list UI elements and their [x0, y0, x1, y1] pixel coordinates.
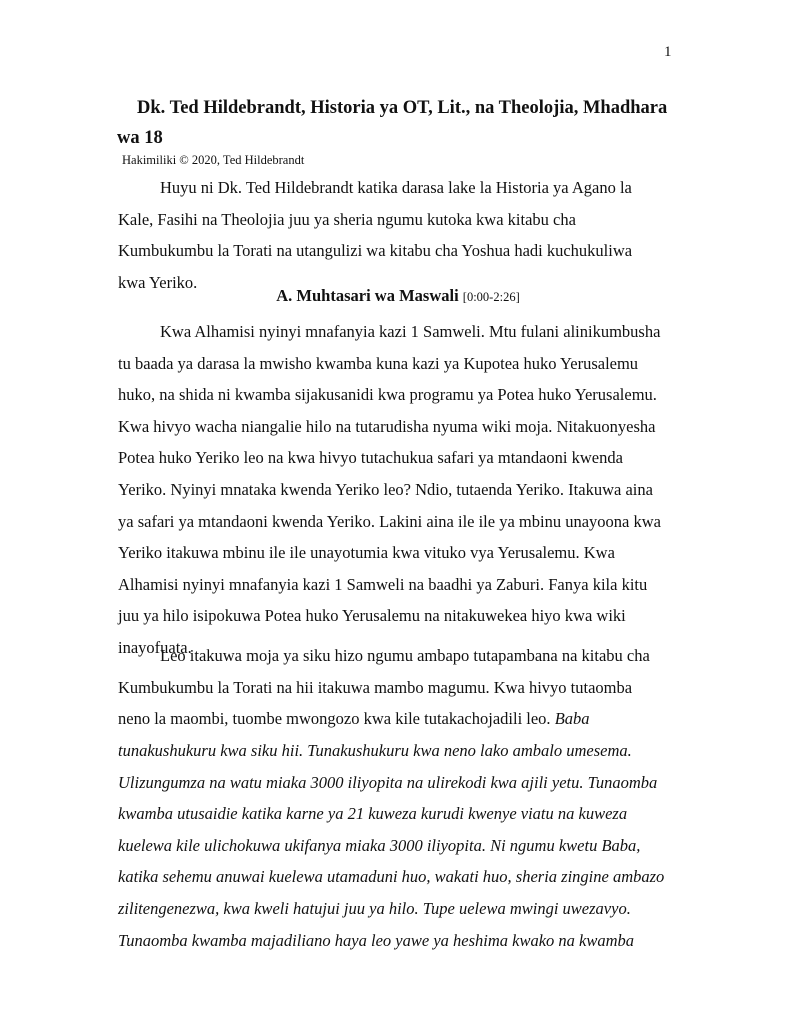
intro-line: Kumbukumbu la Torati na utangulizi wa kitabu cha Yoshua hadi kuchukuliwa	[118, 241, 633, 261]
title-line-1: Dk. Ted Hildebrandt, Historia ya OT, Lit., na Theolojia, Mhadhara	[137, 98, 668, 118]
paragraph-line: ya safari ya mtandaoni kwenda Yeriko. Lakini aina ile ile ya mbinu unayoona kwa	[118, 511, 661, 531]
paragraph-line: Leo itakuwa moja ya siku hizo ngumu ambapo tutapambana na kitabu cha	[160, 646, 650, 665]
paragraph-line: inayofuata.	[118, 637, 192, 657]
prayer-text	[118, 735, 678, 956]
paragraph-line: Kumbukumbu la Torati na hii itakuwa mambo magumu. Kwa hivyo tutaomba	[118, 677, 633, 697]
prayer-line: Tunaomba kwamba majadiliano haya leo yawe ya heshima kwako na kwamba	[118, 930, 635, 950]
paragraph-text: neno la maombi, tuombe mwongozo kwa kile tutakachojadili leo.	[118, 709, 551, 729]
title-line-2: wa 18	[117, 128, 163, 148]
copyright-notice: Hakimiliki © 2020, Ted Hildebrandt	[122, 153, 305, 167]
paragraph-line: Kwa Alhamisi nyinyi mnafanyia kazi 1 Samweli. Mtu fulani alinikumbusha	[160, 322, 661, 341]
paragraph-line: Yeriko. Nyinyi mnataka kwenda Yeriko leo? Ndio, tutaenda Yeriko. Itakuwa aina	[118, 479, 653, 499]
paragraph-line: huko, na shida ni kwamba sijakusanidi kwa programu ya Potea huko Yerusalemu.	[118, 385, 657, 405]
prayer-start: Baba	[554, 709, 590, 729]
prayer-line: tunakushukuru kwa siku hii. Tunakushukuru kwa neno lako ambalo umesema.	[118, 741, 632, 760]
paragraph-line: juu ya hilo isipokuwa Potea huko Yerusalemu na nitakuwekea hiyo kwa wiki	[118, 606, 626, 626]
section-timestamp: [0:00-2:26]	[462, 290, 520, 304]
section-heading-text: A. Muhtasari wa Maswali	[276, 286, 459, 305]
intro-line: Kale, Fasihi na Theolojia juu ya sheria ngumu kutoka kwa kitabu cha	[118, 209, 576, 229]
page-number: 1	[664, 44, 672, 60]
paragraph-line: Alhamisi nyinyi mnafanyia kazi 1 Samweli na baadhi ya Zaburi. Fanya kila kitu	[118, 574, 648, 594]
paragraph-line: Potea huko Yeriko leo na kwa hivyo tutachukua safari ya mtandaoni kwenda	[118, 448, 623, 468]
intro-line: Huyu ni Dk. Ted Hildebrandt katika darasa lake la Historia ya Agano la	[160, 178, 632, 197]
prayer-line: katika sehemu anuwai kuelewa utamaduni huo, wakati huo, sheria zingine ambazo	[118, 867, 665, 887]
prayer-line: Ulizungumza na watu miaka 3000 iliyopita na ulirekodi kwa ajili yetu. Tunaomba	[118, 772, 658, 792]
prayer-line: kuelewa kile ulichokuwa ukifanya miaka 3000 iliyopita. Ni ngumu kwetu Baba,	[118, 835, 641, 855]
paragraph-1	[118, 316, 678, 664]
section-heading	[118, 286, 678, 306]
intro-line: kwa Yeriko.	[118, 272, 198, 292]
prayer-line: kwamba utusaidie katika karne ya 21 kuweza kurudi kwenye viatu na kuweza	[118, 804, 628, 824]
paragraph-line: tu baada ya darasa la mwisho kwamba kuna kazi ya Kupotea huko Yerusalemu	[118, 353, 639, 373]
prayer-line: zilitengenezwa, kwa kweli hatujui juu ya hilo. Tupe uelewa mwingi uwezavyo.	[118, 898, 631, 918]
paragraph-line: Yeriko itakuwa mbinu ile ile unayotumia kwa vituko vya Yerusalemu. Kwa	[118, 543, 615, 563]
paragraph-line: Kwa hivyo wacha niangalie hilo na tutarudisha nyuma wiki moja. Nitakuonyesha	[118, 416, 656, 436]
paragraph-line	[118, 703, 678, 735]
intro-paragraph	[118, 172, 678, 298]
document-title	[117, 93, 677, 153]
paragraph-2	[118, 640, 678, 735]
